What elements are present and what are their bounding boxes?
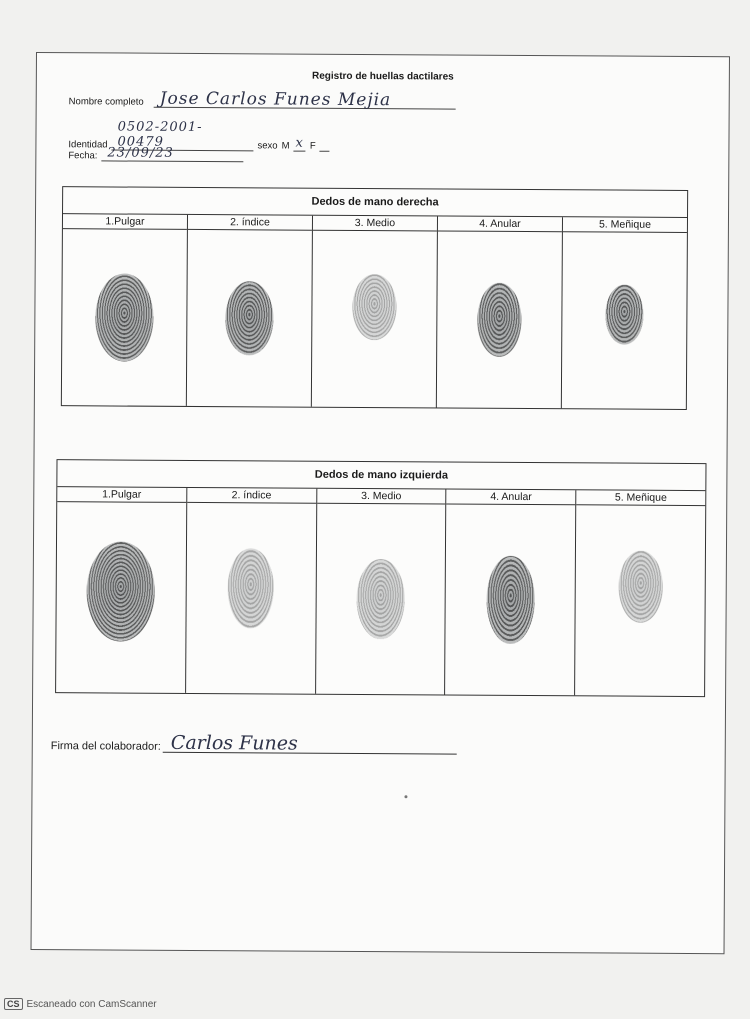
- left-hand-table: [55, 459, 706, 697]
- date-label: Fecha:: [68, 150, 98, 162]
- right-index-print: [225, 281, 273, 355]
- right-middle-print: [352, 274, 396, 340]
- right-hand-title: Dedos de mano derecha: [63, 187, 687, 218]
- id-label: Identidad: [68, 139, 108, 151]
- right-ring-label: 4. Anular: [438, 216, 562, 232]
- name-row: [68, 88, 456, 111]
- left-index-cell: [186, 488, 317, 694]
- right-index-label: 2. índice: [188, 215, 312, 231]
- left-middle-label: 3. Medio: [317, 489, 446, 505]
- left-hand-title: Dedos de mano izquierda: [57, 460, 705, 491]
- right-middle-cell: [312, 216, 438, 408]
- left-thumb-print: [87, 541, 156, 641]
- sex-f-blank: [320, 151, 330, 152]
- left-pinky-cell: [575, 490, 705, 696]
- scanner-footer: [4, 998, 157, 1010]
- right-pinky-print: [605, 284, 643, 344]
- left-ring-label: 4. Anular: [447, 490, 576, 506]
- left-pinky-print: [618, 551, 662, 623]
- signature-row: [51, 733, 457, 754]
- name-label: Nombre completo: [68, 96, 144, 108]
- right-thumb-label: 1.Pulgar: [63, 214, 187, 230]
- right-hand-table: [61, 186, 688, 410]
- left-pinky-label: 5. Meñique: [576, 490, 705, 506]
- camscanner-badge: CS: [4, 998, 23, 1010]
- sex-m: M: [281, 140, 290, 152]
- left-ring-cell: [445, 490, 576, 696]
- left-thumb-cell: [56, 487, 187, 693]
- signature-value: Carlos Funes: [163, 734, 457, 755]
- left-middle-print: [356, 559, 404, 639]
- sex-f: F: [309, 140, 316, 152]
- date-value: 23/09/23: [101, 145, 243, 162]
- scanner-footer-text: Escaneado con CamScanner: [26, 998, 157, 1010]
- form-sheet: [31, 52, 730, 954]
- right-index-cell: [187, 215, 313, 407]
- sex-label: sexo: [257, 140, 278, 152]
- left-index-print: [228, 548, 274, 628]
- right-middle-label: 3. Medio: [313, 216, 437, 232]
- date-row: [68, 145, 243, 162]
- right-ring-cell: [437, 216, 563, 408]
- name-value: Jose Carlos Funes Mejia: [154, 92, 456, 110]
- right-pinky-cell: [562, 217, 687, 409]
- left-middle-cell: [316, 489, 447, 695]
- right-thumb-cell: [62, 214, 188, 406]
- right-thumb-print: [95, 273, 154, 361]
- left-thumb-label: 1.Pulgar: [57, 487, 186, 503]
- left-ring-print: [486, 556, 535, 644]
- speck-mark: [404, 795, 407, 798]
- id-value: 0502-2001-00479: [111, 119, 253, 151]
- form-title: Registro de huellas dactilares: [311, 70, 454, 83]
- left-index-label: 2. índice: [187, 488, 316, 504]
- signature-label: Firma del colaborador:: [50, 740, 161, 753]
- sex-mark: x: [293, 136, 305, 152]
- right-pinky-label: 5. Meñique: [563, 217, 687, 233]
- right-ring-print: [477, 283, 521, 357]
